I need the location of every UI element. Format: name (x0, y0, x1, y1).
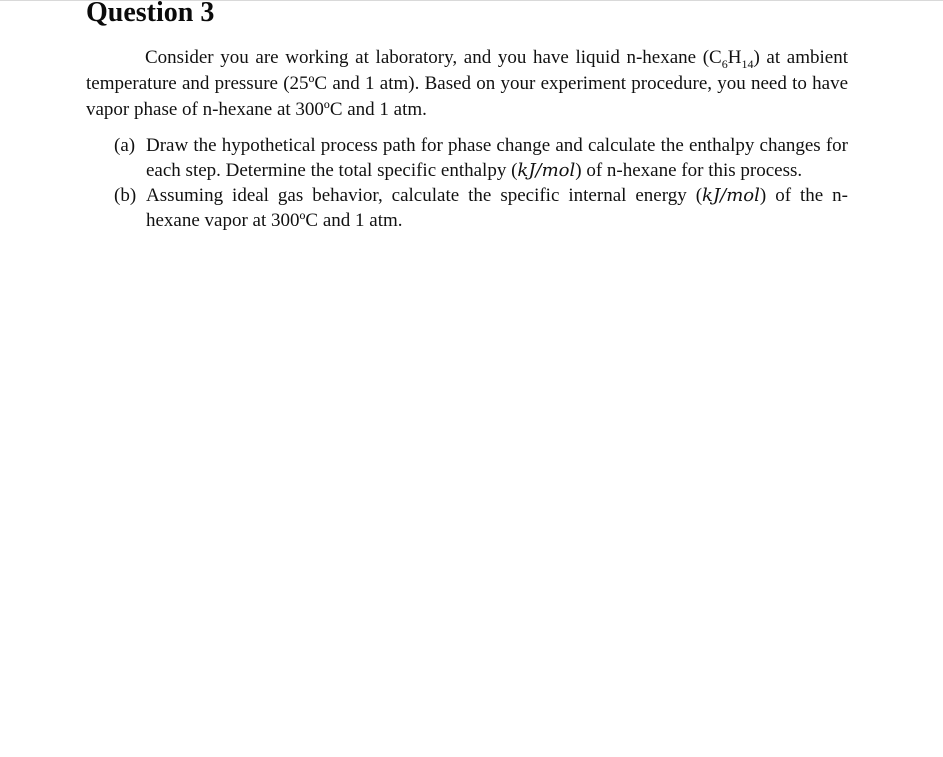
part-b-label: (b) (114, 185, 137, 206)
part-b (114, 183, 848, 233)
intro-text-start: Consider you are working at laboratory, and you have liquid n-hexane (C (145, 47, 722, 68)
part-a (114, 133, 848, 183)
formula-hydrogen: H (727, 47, 742, 68)
part-b-unit: kJ/mol (702, 185, 760, 206)
part-a-label: (a) (114, 135, 136, 156)
part-a-unit: kJ/mol (517, 160, 576, 181)
part-a-text-start: Draw the hypothetical process path for phase change and calculate the enthalpy changes for each step. Determine the total specific enthalpy ( (146, 135, 848, 181)
question-intro (86, 45, 848, 123)
part-b-text-end: ) of the n-hexane vapor at 300ºC and 1 atm. (146, 185, 848, 231)
intro-text-end: ) at ambient temperature and pressure (25ºC and 1 atm). Based on your experiment procedure, you need to have vapor phase of n-hexane at 300ºC and 1 atm. (86, 47, 848, 120)
question-parts-list (114, 133, 848, 233)
formula-subscript-hydrogen: 14 (741, 56, 754, 71)
question-title: Question 3 (86, 0, 215, 28)
formula-subscript-carbon: 6 (721, 56, 728, 71)
part-a-text-end: ) of n-hexane for this process. (575, 160, 803, 181)
part-b-text-start: Assuming ideal gas behavior, calculate the specific internal energy ( (146, 185, 703, 206)
